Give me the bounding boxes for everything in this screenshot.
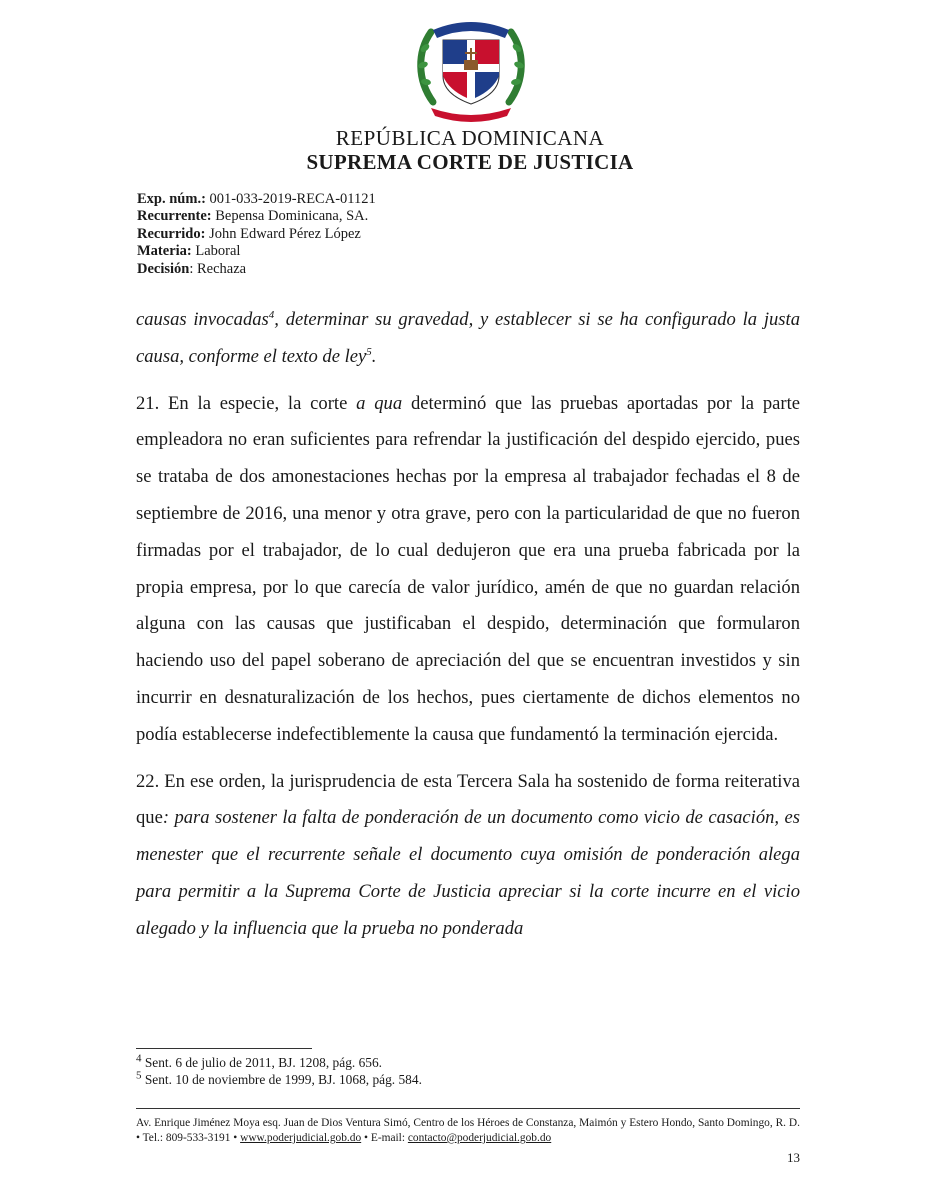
- paragraph-continuation: [136, 302, 800, 376]
- footnote-5-text: Sent. 10 de noviembre de 1999, BJ. 1068, pág. 584.: [141, 1072, 422, 1087]
- paragraph-21: [136, 386, 800, 754]
- case-decision-line: [137, 261, 376, 278]
- address-text: Av. Enrique Jiménez Moya esq. Juan de Dios Ventura Simó, Centro de los Héroes de Constanza, Maimón y Estero Hondo, Santo Domingo, R. D. • Tel.: 809-533-3191 •: [136, 1117, 800, 1144]
- footnotes: [136, 1054, 422, 1088]
- case-info: [137, 191, 376, 278]
- p22-quote: : para sostener la falta de ponderación de un documento como vicio de casación, es menester que el recurrente señale el documento cuya omisión de ponderación alega para permitir a la Suprema Corte de Justicia apreciar si la corte incurre en el vicio alegado y la influencia que la prueba no ponderada: [136, 807, 800, 939]
- court-name: SUPREMA CORTE DE JUSTICIA: [306, 150, 634, 174]
- footnote-5: [136, 1071, 422, 1088]
- website-link[interactable]: www.poderjudicial.gob.do: [240, 1132, 362, 1144]
- recurrido-label: Recurrido:: [137, 225, 206, 242]
- recurrido-value: John Edward Pérez López: [205, 225, 361, 242]
- decision-label: Decisión: [137, 260, 190, 277]
- page-number: 13: [787, 1150, 800, 1165]
- decision-value: : Rechaza: [189, 260, 247, 277]
- materia-value: Laboral: [191, 243, 241, 260]
- country-name: REPÚBLICA DOMINICANA: [335, 126, 605, 150]
- case-recurrente-line: [137, 208, 376, 225]
- exp-label: Exp. núm.:: [137, 191, 206, 207]
- coat-of-arms-seal: [413, 10, 529, 124]
- case-materia-line: [137, 243, 376, 260]
- footnote-4-number: 4: [136, 1052, 142, 1065]
- p0-text-c: .: [371, 345, 377, 367]
- recurrente-label: Recurrente:: [137, 208, 212, 225]
- footnote-ref-5: 5: [366, 345, 372, 358]
- email-link[interactable]: contacto@poderjudicial.gob.do: [407, 1132, 552, 1144]
- footnote-5-number: 5: [136, 1069, 142, 1082]
- case-recurrido-line: [137, 226, 376, 243]
- footer-address: [136, 1116, 800, 1146]
- email-label: • E-mail:: [361, 1132, 408, 1144]
- footnote-divider: [136, 1048, 312, 1049]
- footer-divider: [136, 1108, 800, 1109]
- recurrente-value: Bepensa Dominicana, SA.: [211, 208, 369, 225]
- case-exp-line: [137, 191, 376, 208]
- materia-label: Materia:: [137, 243, 192, 260]
- p0-text-a: causas invocadas: [136, 309, 269, 330]
- exp-value: 001-033-2019-RECA-01121: [205, 191, 376, 207]
- footnote-ref-4: 4: [268, 308, 275, 321]
- paragraph-22: [136, 764, 800, 948]
- p21-a-qua: a qua: [356, 392, 403, 414]
- p0-text-b: , determinar su gravedad, y establecer si se ha configurado la justa causa, conforme el texto de ley: [136, 309, 800, 367]
- p21-text-b: determinó que las pruebas aportadas por la parte empleadora no eran suficientes para refrendar la justificación del despido ejercido, pues se trataba de dos amonestaciones hechas por la empresa al trabajador fechadas el 8 de septiembre de 2016, una menor y otra grave, pero con la particularidad de que no fueron firmadas por el trabajador, de lo cual dedujeron que era una prueba fabricada por la propia empresa, por lo que carecía de valor jurídico, amén de que no guardan relación alguna con las causas que justificaban el despido, determinación que formularon haciendo uso del papel soberano de apreciación del que se encuentran investidos y sin incurrir en desnaturalización de los hechos, pues ciertamente de dichos elementos no podía establecerse indefectiblemente la causa que fundamentó la terminación ejercida.: [136, 392, 800, 745]
- p22-text-a: 22. En ese orden, la jurisprudencia de esta Tercera Sala ha sostenido de forma reiterativa que: [136, 770, 800, 829]
- p21-text-a: 21. En la especie, la corte: [136, 392, 357, 414]
- document-body: [136, 302, 800, 958]
- footnote-4-text: Sent. 6 de julio de 2011, BJ. 1208, pág. 656.: [141, 1055, 383, 1070]
- footnote-4: [136, 1054, 422, 1071]
